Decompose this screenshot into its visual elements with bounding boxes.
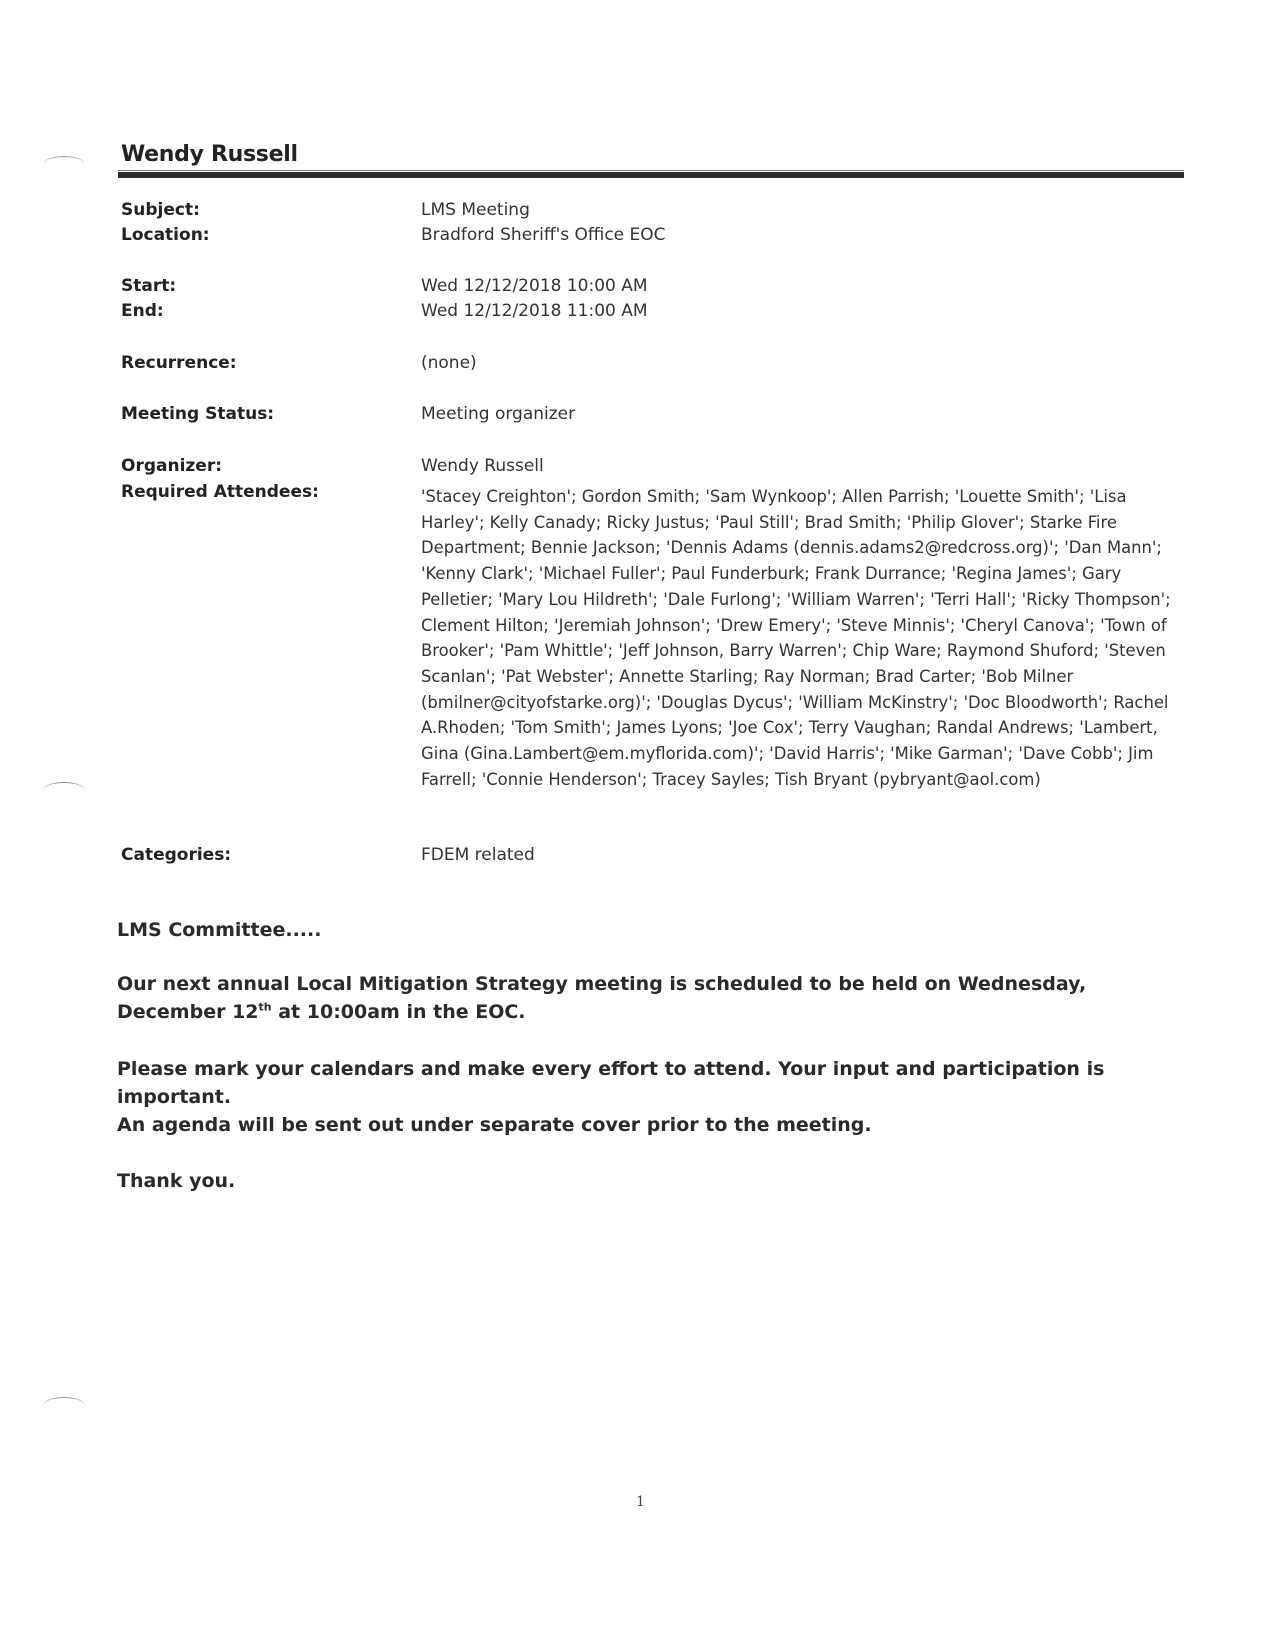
subject-label: Subject: (121, 200, 200, 220)
header-divider (118, 172, 1184, 178)
meeting-status-value: Meeting organizer (421, 404, 576, 424)
page-number: 1 (636, 1494, 645, 1510)
message-closing: Thank you. (117, 1170, 236, 1192)
end-value: Wed 12/12/2018 11:00 AM (421, 301, 648, 321)
required-attendees-value: 'Stacey Creighton'; Gordon Smith; 'Sam Wynkoop'; Allen Parrish; 'Louette Smith'; 'Lisa Harley'; Kelly Canady; Ricky Justus; 'Paul Still'; Brad Smith; 'Philip Glover'; Starke Fire Department; Bennie Jackson; 'Dennis Adams (dennis.adams2@redcross.org)'; 'Dan Mann'; 'Kenny Clark'; 'Michael Fuller'; Paul Funderburk; Frank Durrance; 'Regina James'; Gary Pelletier; 'Mary Lou Hildreth'; 'Dale Furlong'; 'William Warren'; 'Terri Hall'; 'Ricky Thompson'; Clement Hilton; 'Jeremiah Johnson'; 'Drew Emery'; 'Steve Minnis'; 'Cheryl Canova'; 'Town of Brooker'; 'Pam Whittle'; 'Jeff Johnson, Barry Warren'; Chip Ware; Raymond Shuford; 'Steven Scanlan'; 'Pat Webster'; Annette Starling; Ray Norman; Brad Carter; 'Bob Milner (bmilner@cityofstarke.org)'; 'Douglas Dycus'; 'William McKinstry'; 'Doc Bloodworth'; Rachel A.Rhoden; 'Tom Smith'; James Lyons; 'Joe Cox'; Terry Vaughan; Randal Andrews; 'Lambert, Gina (Gina.Lambert@em.myflorida.com)'; 'David Harris'; 'Mike Garman'; 'Dave Cobb'; Jim Farrell; 'Connie Henderson'; Tracey Sayles; Tish Bryant (pybryant@aol.com) (421, 487, 1171, 789)
required-attendees-label: Required Attendees: (121, 482, 319, 502)
binder-hole-mark (44, 156, 84, 171)
message-paragraph-1 (117, 970, 1197, 1026)
organizer-label: Organizer: (121, 456, 223, 476)
start-value: Wed 12/12/2018 10:00 AM (421, 276, 648, 296)
categories-label: Categories: (121, 845, 232, 865)
binder-hole-mark (44, 782, 84, 797)
recurrence-value: (none) (421, 353, 477, 373)
start-label: Start: (121, 276, 177, 296)
message-paragraph-1-tail: at 10:00am in the EOC. (271, 1001, 526, 1023)
message-paragraph-3: An agenda will be sent out under separate cover prior to the meeting. (117, 1114, 872, 1136)
recurrence-label: Recurrence: (121, 353, 237, 373)
sender-name-heading: Wendy Russell (121, 142, 298, 167)
organizer-value: Wendy Russell (421, 456, 544, 476)
end-label: End: (121, 301, 164, 321)
binder-hole-mark (44, 1397, 84, 1412)
location-value: Bradford Sheriff's Office EOC (421, 225, 666, 245)
ordinal-suffix: th (258, 1000, 272, 1014)
message-paragraph-1-text: Our next annual Local Mitigation Strategy meeting is scheduled to be held on Wednesday, December 12 (117, 973, 1087, 1023)
categories-value: FDEM related (421, 845, 535, 865)
message-paragraph-2: Please mark your calendars and make every effort to attend. Your input and participation is important. (117, 1058, 1105, 1108)
subject-value: LMS Meeting (421, 200, 530, 220)
location-label: Location: (121, 225, 210, 245)
meeting-status-label: Meeting Status: (121, 404, 275, 424)
message-greeting: LMS Committee..... (117, 919, 322, 941)
